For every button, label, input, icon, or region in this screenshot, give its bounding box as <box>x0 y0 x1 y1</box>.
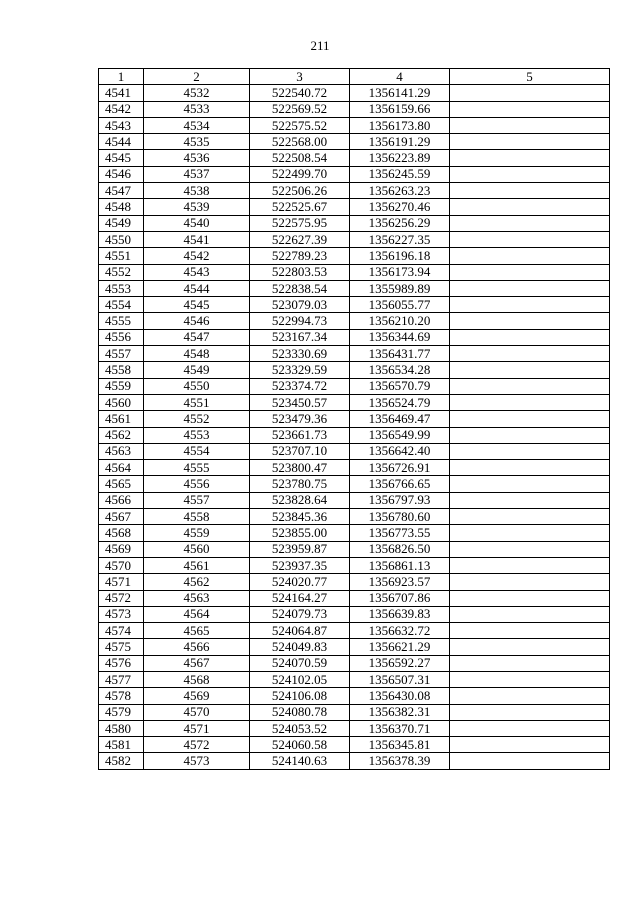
table-cell-col3: 523780.75 <box>250 476 350 492</box>
table-cell-col1: 4569 <box>99 541 144 557</box>
table-row <box>99 525 610 541</box>
table-cell-col1: 4544 <box>99 134 144 150</box>
table-cell-col3: 522575.52 <box>250 117 350 133</box>
table-cell-col5 <box>450 362 610 378</box>
table-cell-col4: 1356227.35 <box>350 231 450 247</box>
table-cell-col4: 1356191.29 <box>350 134 450 150</box>
table-row <box>99 737 610 753</box>
table-cell-col3: 522803.53 <box>250 264 350 280</box>
table-cell-col2: 4566 <box>144 639 250 655</box>
table-cell-col4: 1356469.47 <box>350 411 450 427</box>
table-cell-col4: 1356223.89 <box>350 150 450 166</box>
table-cell-col3: 523330.69 <box>250 346 350 362</box>
table-row <box>99 460 610 476</box>
table-row <box>99 639 610 655</box>
table-cell-col4: 1356773.55 <box>350 525 450 541</box>
table-row <box>99 606 610 622</box>
table-cell-col5 <box>450 671 610 687</box>
table-cell-col3: 523079.03 <box>250 297 350 313</box>
table-header-row <box>99 69 610 85</box>
table-cell-col5 <box>450 492 610 508</box>
table-row <box>99 85 610 101</box>
coordinates-table <box>98 68 610 770</box>
table-cell-col2: 4541 <box>144 231 250 247</box>
table-cell-col4: 1356263.23 <box>350 183 450 199</box>
table-cell-col1: 4556 <box>99 329 144 345</box>
table-row <box>99 134 610 150</box>
table-cell-col2: 4539 <box>144 199 250 215</box>
table-cell-col1: 4551 <box>99 248 144 264</box>
table-row <box>99 655 610 671</box>
table-cell-col1: 4545 <box>99 150 144 166</box>
table-cell-col5 <box>450 590 610 606</box>
table-cell-col4: 1356256.29 <box>350 215 450 231</box>
table-cell-col1: 4576 <box>99 655 144 671</box>
table-cell-col2: 4556 <box>144 476 250 492</box>
table-cell-col3: 522627.39 <box>250 231 350 247</box>
table-cell-col4: 1356642.40 <box>350 443 450 459</box>
table-cell-col5 <box>450 346 610 362</box>
table-cell-col5 <box>450 509 610 525</box>
table-cell-col1: 4582 <box>99 753 144 769</box>
table-cell-col4: 1356726.91 <box>350 460 450 476</box>
table-cell-col1: 4578 <box>99 688 144 704</box>
table-cell-col3: 524079.73 <box>250 606 350 622</box>
table-row <box>99 590 610 606</box>
table-cell-col3: 523959.87 <box>250 541 350 557</box>
table-cell-col2: 4565 <box>144 623 250 639</box>
table-cell-col4: 1356055.77 <box>350 297 450 313</box>
table-cell-col3: 523828.64 <box>250 492 350 508</box>
table-cell-col1: 4579 <box>99 704 144 720</box>
table-cell-col4: 1356549.99 <box>350 427 450 443</box>
table-cell-col3: 524053.52 <box>250 720 350 736</box>
table-row <box>99 394 610 410</box>
table-row <box>99 150 610 166</box>
table-cell-col4: 1356534.28 <box>350 362 450 378</box>
table-cell-col2: 4544 <box>144 280 250 296</box>
table-cell-col1: 4563 <box>99 443 144 459</box>
table-cell-col1: 4541 <box>99 85 144 101</box>
table-cell-col1: 4547 <box>99 183 144 199</box>
table-row <box>99 362 610 378</box>
table-cell-col5 <box>450 150 610 166</box>
table-cell-col1: 4548 <box>99 199 144 215</box>
table-cell-col2: 4549 <box>144 362 250 378</box>
table-cell-col5 <box>450 720 610 736</box>
table-cell-col2: 4533 <box>144 101 250 117</box>
column-header-4: 4 <box>350 69 450 85</box>
table-cell-col5 <box>450 248 610 264</box>
table-cell-col2: 4547 <box>144 329 250 345</box>
table-cell-col4: 1356345.81 <box>350 737 450 753</box>
table-cell-col4: 1356344.69 <box>350 329 450 345</box>
table-cell-col1: 4560 <box>99 394 144 410</box>
table-row <box>99 688 610 704</box>
table-cell-col2: 4559 <box>144 525 250 541</box>
table-cell-col5 <box>450 427 610 443</box>
table-cell-col4: 1356861.13 <box>350 557 450 573</box>
table-cell-col4: 1356370.71 <box>350 720 450 736</box>
table-cell-col1: 4557 <box>99 346 144 362</box>
table-cell-col3: 523937.35 <box>250 557 350 573</box>
table-cell-col4: 1356430.08 <box>350 688 450 704</box>
table-cell-col2: 4548 <box>144 346 250 362</box>
table-cell-col3: 522540.72 <box>250 85 350 101</box>
table-cell-col5 <box>450 378 610 394</box>
table-cell-col3: 524102.05 <box>250 671 350 687</box>
table-cell-col4: 1356173.94 <box>350 264 450 280</box>
table-cell-col2: 4540 <box>144 215 250 231</box>
table-cell-col5 <box>450 199 610 215</box>
table-cell-col5 <box>450 215 610 231</box>
table-row <box>99 411 610 427</box>
table-cell-col1: 4543 <box>99 117 144 133</box>
table-cell-col3: 523374.72 <box>250 378 350 394</box>
table-cell-col4: 1356270.46 <box>350 199 450 215</box>
table-cell-col3: 524070.59 <box>250 655 350 671</box>
table-cell-col1: 4574 <box>99 623 144 639</box>
table-row <box>99 183 610 199</box>
table-cell-col4: 1355989.89 <box>350 280 450 296</box>
table-row <box>99 297 610 313</box>
table-cell-col2: 4536 <box>144 150 250 166</box>
table-cell-col3: 524020.77 <box>250 574 350 590</box>
table-cell-col3: 523855.00 <box>250 525 350 541</box>
table-row <box>99 557 610 573</box>
table-cell-col4: 1356196.18 <box>350 248 450 264</box>
table-cell-col5 <box>450 574 610 590</box>
table-row <box>99 623 610 639</box>
table-cell-col2: 4555 <box>144 460 250 476</box>
table-cell-col2: 4546 <box>144 313 250 329</box>
table-cell-col3: 522994.73 <box>250 313 350 329</box>
table-cell-col4: 1356592.27 <box>350 655 450 671</box>
column-header-5: 5 <box>450 69 610 85</box>
table-cell-col3: 524140.63 <box>250 753 350 769</box>
table-row <box>99 427 610 443</box>
table-cell-col4: 1356141.29 <box>350 85 450 101</box>
table-cell-col3: 523329.59 <box>250 362 350 378</box>
table-cell-col3: 522569.52 <box>250 101 350 117</box>
table-cell-col5 <box>450 264 610 280</box>
table-cell-col2: 4571 <box>144 720 250 736</box>
table-cell-col2: 4563 <box>144 590 250 606</box>
table-cell-col1: 4549 <box>99 215 144 231</box>
table-cell-col1: 4580 <box>99 720 144 736</box>
table-cell-col5 <box>450 525 610 541</box>
table-cell-col3: 524080.78 <box>250 704 350 720</box>
table-cell-col4: 1356826.50 <box>350 541 450 557</box>
table-cell-col5 <box>450 101 610 117</box>
table-cell-col2: 4552 <box>144 411 250 427</box>
table-cell-col4: 1356507.31 <box>350 671 450 687</box>
table-cell-col3: 524164.27 <box>250 590 350 606</box>
table-cell-col5 <box>450 737 610 753</box>
table-cell-col1: 4581 <box>99 737 144 753</box>
table-cell-col4: 1356639.83 <box>350 606 450 622</box>
table-row <box>99 704 610 720</box>
table-cell-col5 <box>450 183 610 199</box>
table-row <box>99 346 610 362</box>
table-cell-col5 <box>450 541 610 557</box>
table-cell-col2: 4568 <box>144 671 250 687</box>
table-row <box>99 166 610 182</box>
table-cell-col4: 1356632.72 <box>350 623 450 639</box>
table-cell-col2: 4534 <box>144 117 250 133</box>
table-cell-col2: 4569 <box>144 688 250 704</box>
table-cell-col1: 4567 <box>99 509 144 525</box>
table-cell-col2: 4537 <box>144 166 250 182</box>
table-cell-col1: 4565 <box>99 476 144 492</box>
table-cell-col5 <box>450 166 610 182</box>
table-cell-col3: 522568.00 <box>250 134 350 150</box>
table-row <box>99 476 610 492</box>
table-cell-col3: 522575.95 <box>250 215 350 231</box>
table-cell-col5 <box>450 623 610 639</box>
table-cell-col2: 4551 <box>144 394 250 410</box>
table-cell-col5 <box>450 476 610 492</box>
table-row <box>99 117 610 133</box>
table-cell-col4: 1356382.31 <box>350 704 450 720</box>
table-row <box>99 492 610 508</box>
table-cell-col1: 4571 <box>99 574 144 590</box>
table-cell-col3: 522838.54 <box>250 280 350 296</box>
table-cell-col5 <box>450 297 610 313</box>
table-cell-col5 <box>450 329 610 345</box>
table-cell-col5 <box>450 117 610 133</box>
table-row <box>99 378 610 394</box>
table-cell-col5 <box>450 411 610 427</box>
column-header-1: 1 <box>99 69 144 85</box>
table-cell-col2: 4557 <box>144 492 250 508</box>
table-cell-col2: 4543 <box>144 264 250 280</box>
table-cell-col1: 4575 <box>99 639 144 655</box>
table-row <box>99 753 610 769</box>
table-cell-col5 <box>450 639 610 655</box>
table-cell-col3: 522499.70 <box>250 166 350 182</box>
table-cell-col1: 4561 <box>99 411 144 427</box>
table-cell-col3: 522508.54 <box>250 150 350 166</box>
table-cell-col2: 4538 <box>144 183 250 199</box>
table-cell-col4: 1356766.65 <box>350 476 450 492</box>
table-cell-col3: 524049.83 <box>250 639 350 655</box>
page-number: 211 <box>310 38 330 53</box>
table-cell-col4: 1356173.80 <box>350 117 450 133</box>
table-cell-col1: 4552 <box>99 264 144 280</box>
table-cell-col3: 524106.08 <box>250 688 350 704</box>
table-cell-col2: 4550 <box>144 378 250 394</box>
table-row <box>99 248 610 264</box>
table-cell-col1: 4546 <box>99 166 144 182</box>
table-row <box>99 231 610 247</box>
table-cell-col1: 4558 <box>99 362 144 378</box>
table-cell-col4: 1356780.60 <box>350 509 450 525</box>
table-cell-col1: 4555 <box>99 313 144 329</box>
table-cell-col4: 1356923.57 <box>350 574 450 590</box>
table-cell-col5 <box>450 134 610 150</box>
table-cell-col2: 4573 <box>144 753 250 769</box>
table-cell-col2: 4572 <box>144 737 250 753</box>
table-cell-col4: 1356431.77 <box>350 346 450 362</box>
table-cell-col2: 4567 <box>144 655 250 671</box>
table-cell-col1: 4577 <box>99 671 144 687</box>
table-cell-col1: 4572 <box>99 590 144 606</box>
table-cell-col4: 1356245.59 <box>350 166 450 182</box>
table-cell-col1: 4562 <box>99 427 144 443</box>
table-cell-col3: 523479.36 <box>250 411 350 427</box>
table-cell-col5 <box>450 231 610 247</box>
table-row <box>99 671 610 687</box>
table-row <box>99 313 610 329</box>
table-cell-col5 <box>450 753 610 769</box>
table-row <box>99 443 610 459</box>
table-cell-col5 <box>450 557 610 573</box>
column-header-3: 3 <box>250 69 350 85</box>
table-cell-col2: 4542 <box>144 248 250 264</box>
table-cell-col2: 4554 <box>144 443 250 459</box>
table-cell-col3: 523450.57 <box>250 394 350 410</box>
table-cell-col5 <box>450 460 610 476</box>
table-cell-col5 <box>450 443 610 459</box>
table-row <box>99 509 610 525</box>
table-cell-col3: 524060.58 <box>250 737 350 753</box>
table-cell-col3: 522506.26 <box>250 183 350 199</box>
table-cell-col3: 523800.47 <box>250 460 350 476</box>
table-cell-col4: 1356378.39 <box>350 753 450 769</box>
table-cell-col2: 4545 <box>144 297 250 313</box>
table-cell-col1: 4573 <box>99 606 144 622</box>
table-cell-col3: 522789.23 <box>250 248 350 264</box>
table-cell-col1: 4553 <box>99 280 144 296</box>
table-body <box>99 85 610 769</box>
table-row <box>99 329 610 345</box>
table-cell-col2: 4532 <box>144 85 250 101</box>
table-cell-col4: 1356210.20 <box>350 313 450 329</box>
table-cell-col5 <box>450 606 610 622</box>
table-cell-col5 <box>450 85 610 101</box>
column-header-2: 2 <box>144 69 250 85</box>
table-cell-col4: 1356570.79 <box>350 378 450 394</box>
table-cell-col4: 1356159.66 <box>350 101 450 117</box>
table-cell-col2: 4561 <box>144 557 250 573</box>
table-cell-col2: 4570 <box>144 704 250 720</box>
table-row <box>99 541 610 557</box>
table-cell-col5 <box>450 704 610 720</box>
table-cell-col5 <box>450 313 610 329</box>
table-cell-col4: 1356797.93 <box>350 492 450 508</box>
table-cell-col3: 523707.10 <box>250 443 350 459</box>
table-cell-col5 <box>450 688 610 704</box>
table-row <box>99 199 610 215</box>
table-cell-col2: 4535 <box>144 134 250 150</box>
table-row <box>99 101 610 117</box>
table-row <box>99 215 610 231</box>
table-cell-col1: 4568 <box>99 525 144 541</box>
table-cell-col4: 1356524.79 <box>350 394 450 410</box>
table-cell-col2: 4562 <box>144 574 250 590</box>
table-cell-col2: 4558 <box>144 509 250 525</box>
table-cell-col3: 523167.34 <box>250 329 350 345</box>
table-row <box>99 264 610 280</box>
table-cell-col5 <box>450 280 610 296</box>
table-cell-col4: 1356707.86 <box>350 590 450 606</box>
table-cell-col1: 4566 <box>99 492 144 508</box>
table-cell-col1: 4570 <box>99 557 144 573</box>
table-cell-col1: 4554 <box>99 297 144 313</box>
table-cell-col1: 4550 <box>99 231 144 247</box>
table-cell-col2: 4560 <box>144 541 250 557</box>
table-cell-col1: 4564 <box>99 460 144 476</box>
table-cell-col1: 4559 <box>99 378 144 394</box>
table-cell-col1: 4542 <box>99 101 144 117</box>
table-cell-col3: 523845.36 <box>250 509 350 525</box>
table-row <box>99 280 610 296</box>
table-row <box>99 574 610 590</box>
table-cell-col3: 522525.67 <box>250 199 350 215</box>
table-cell-col4: 1356621.29 <box>350 639 450 655</box>
table-cell-col5 <box>450 394 610 410</box>
table-cell-col3: 523661.73 <box>250 427 350 443</box>
table-cell-col2: 4564 <box>144 606 250 622</box>
table-row <box>99 720 610 736</box>
table-cell-col3: 524064.87 <box>250 623 350 639</box>
table-cell-col5 <box>450 655 610 671</box>
table-cell-col2: 4553 <box>144 427 250 443</box>
